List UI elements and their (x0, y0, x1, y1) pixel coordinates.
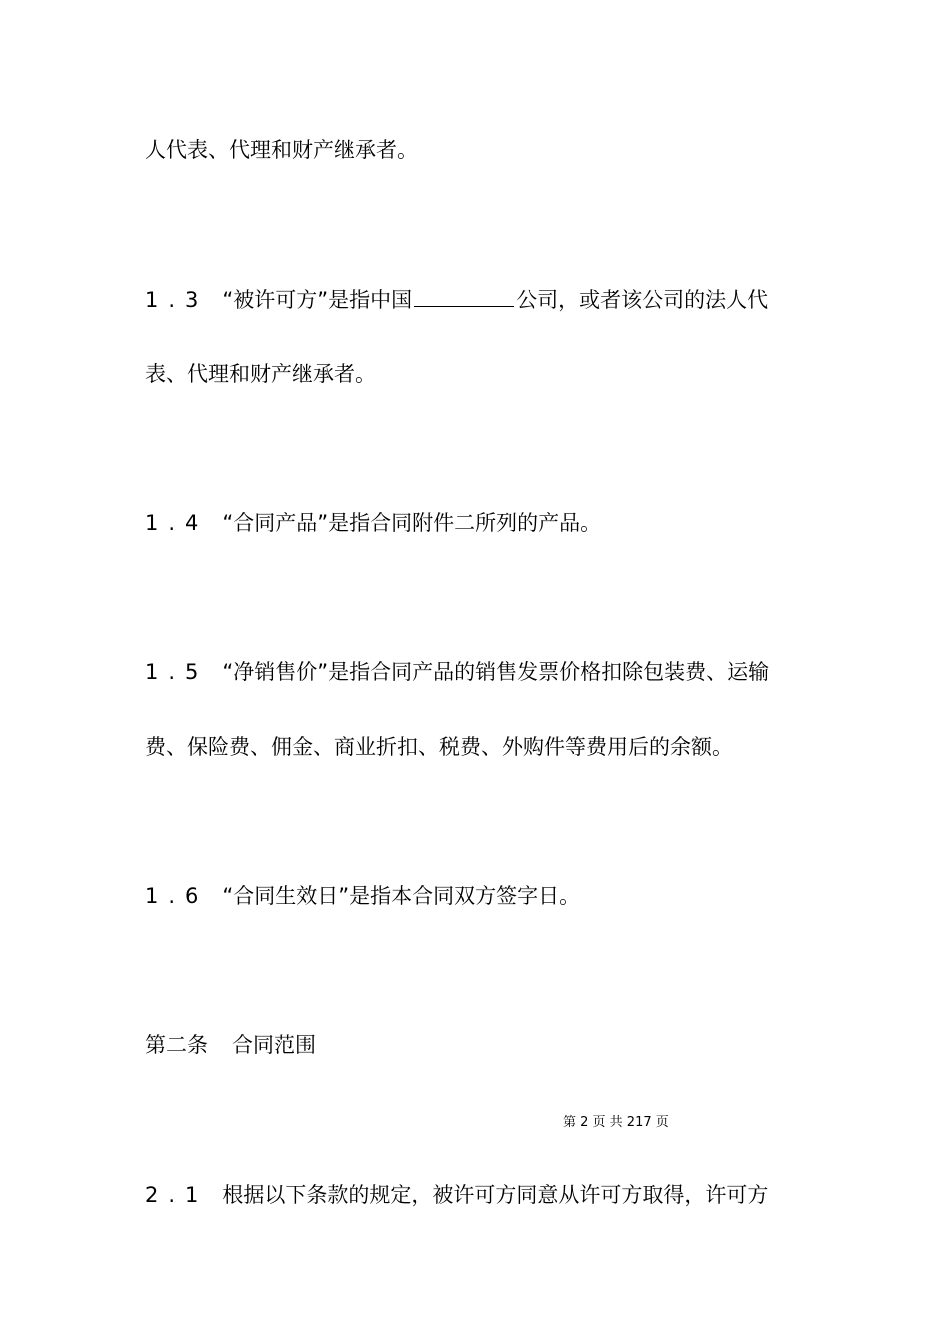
clause-text: 根据以下条款的规定，被许可方同意从许可方取得，许可方 (222, 1183, 769, 1207)
text: 费、保险费、佣金、商业折扣、税费、外购件等费用后的余额。 (145, 735, 733, 759)
article-title: 合同范围 (232, 1033, 316, 1057)
clause-number: 1.4 (145, 511, 209, 535)
clause-1-3 (145, 284, 768, 315)
paragraph-line (145, 359, 376, 389)
fill-in-blank (414, 284, 514, 307)
text: 表、代理和财产继承者。 (145, 362, 376, 386)
clause-number: 1.6 (145, 884, 209, 908)
clause-text: “净销售价”是指合同产品的销售发票价格扣除包装费、运输 (222, 660, 770, 684)
clause-2-1 (145, 1180, 768, 1210)
clause-1-5 (145, 657, 769, 687)
clause-number: 1.3 (145, 288, 209, 312)
clause-1-4 (145, 508, 601, 538)
article-label: 第二条 (145, 1033, 208, 1057)
clause-text: “合同生效日”是指本合同双方签字日。 (222, 884, 581, 908)
paragraph-line (145, 732, 733, 762)
page-footer: 第 2 页 共 217 页 (563, 1115, 669, 1130)
clause-number: 1.5 (145, 660, 209, 684)
text: 人代表、代理和财产继承者。 (145, 138, 418, 162)
clause-text: “被许可方”是指中国 (222, 288, 413, 312)
clause-1-6 (145, 881, 580, 911)
clause-number: 2.1 (145, 1183, 209, 1207)
paragraph-line (145, 135, 418, 165)
clause-text: “合同产品”是指合同附件二所列的产品。 (222, 511, 602, 535)
article-heading (145, 1030, 316, 1060)
clause-text: 公司，或者该公司的法人代 (516, 288, 769, 312)
